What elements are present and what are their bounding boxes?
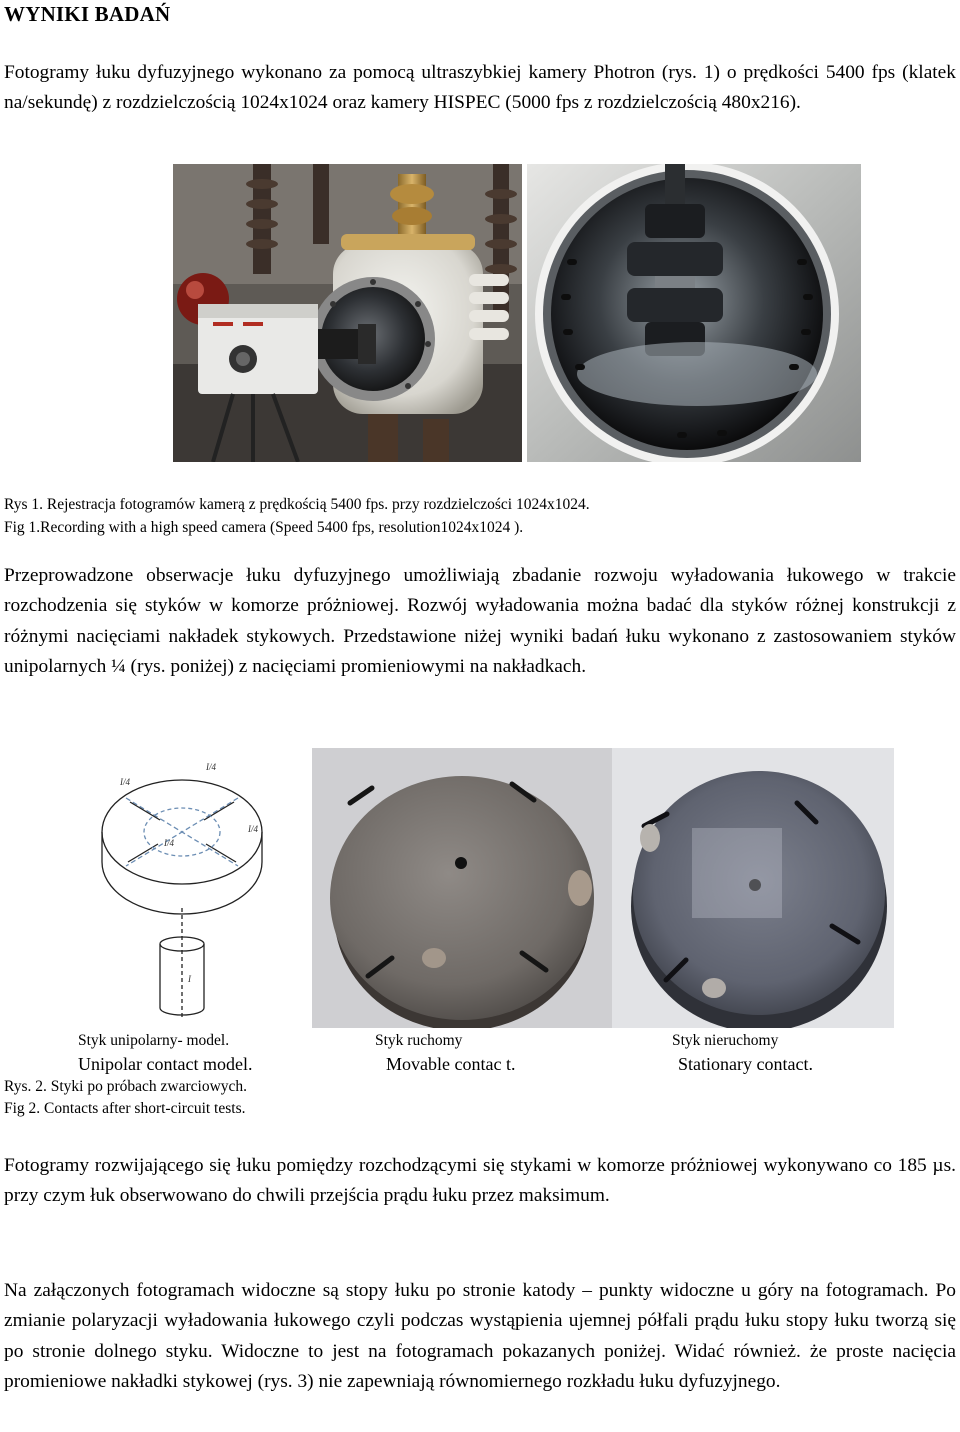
- fig1-caption-en: Fig 1.Recording with a high speed camera (Speed 5400 fps, resolution1024x1024 ).: [4, 519, 524, 536]
- fig2-caption-pl: Rys. 2. Styki po próbach zwarciowych.: [4, 1078, 248, 1095]
- label-model-en: Unipolar contact model.: [78, 1054, 253, 1074]
- label-quarter-3: I/4: [248, 824, 258, 834]
- label-movable-en: Movable contac t.: [386, 1054, 516, 1074]
- label-current: I: [188, 974, 191, 984]
- paragraph-photograms: Fotogramy rozwijającego się łuku pomiędzy rozchodzącymi się stykami w komorze próżniowej wykonywano co 185 µs. przy czym łuk obserwowano do chwili przejścia prądu łuku przez maksimum.: [4, 1155, 956, 1207]
- section-heading: WYNIKI BADAŃ: [4, 2, 171, 26]
- photo-contacts-after-tests: [312, 748, 894, 1028]
- label-movable-pl: Styk ruchomy: [375, 1032, 463, 1049]
- label-quarter-4: I/4: [164, 838, 174, 848]
- label-quarter-1: I/4: [120, 777, 130, 787]
- intro-paragraph: Fotogramy łuku dyfuzyjnego wykonano za pomocą ultraszybkiej kamery Photron (rys. 1) o prędkości 5400 fps (klatek na/sekundę) z rozdzielczością 1024x1024 oraz kamery HISPEC (5000 fps z rozdzielczością 480x216).: [4, 62, 956, 114]
- photo-chamber-interior: [527, 164, 861, 462]
- paragraph-arc-feet: Na załączonych fotogramach widoczne są stopy łuku po stronie katody – punkty widoczne u góry na fotogramach. Po zmianie polaryzacji wyładowania łukowego czyli podczas wystąpienia ujemnej półfali prądu łuku stopy łuku tworzą się po stronie dolnego styku. Widoczne to jest na fotogramach pokazanych poniżej. Widać również. że proste nacięcia promieniowe nakładki stykowej (rys. 3) nie zapewniają równomiernego rozkładu łuku dyfuzyjnego.: [4, 1280, 956, 1393]
- label-stationary-pl: Styk nieruchomy: [672, 1032, 779, 1049]
- diagram-unipolar-contact: [96, 758, 276, 1028]
- paragraph-observations: Przeprowadzone obserwacje łuku dyfuzyjnego umożliwiają zbadanie rozwoju wyładowania łukowego w trakcie rozchodzenia się styków w komorze próżniowej. Rozwój wyładowania można badać dla styków różnej konstrukcji z różnymi nacięciami nakładek stykowych. Przedstawione niżej wyniki badań łuku wykonano z zastosowaniem styków unipolarnych ¼ (rys. poniżej) z nacięciami promieniowymi na nakładkach.: [4, 565, 956, 678]
- label-stationary-en: Stationary contact.: [678, 1054, 813, 1074]
- label-quarter-2: I/4: [206, 762, 216, 772]
- fig2-caption-en: Fig 2. Contacts after short-circuit tests.: [4, 1100, 246, 1117]
- label-model-pl: Styk unipolarny- model.: [78, 1032, 230, 1049]
- fig1-caption-pl: Rys 1. Rejestracja fotogramów kamerą z prędkością 5400 fps. przy rozdzielczości 1024x1024.: [4, 496, 590, 513]
- photo-camera-setup: [173, 164, 522, 462]
